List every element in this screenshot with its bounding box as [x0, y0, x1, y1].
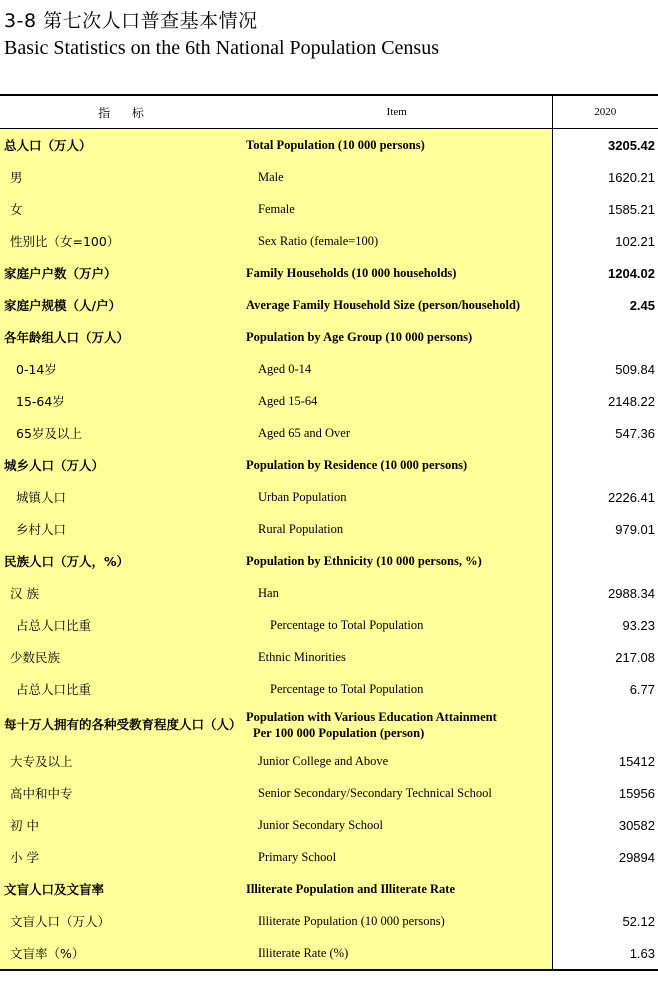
row-label-cn: 民族人口（万人，%）	[0, 545, 242, 577]
row-label-en: Population by Age Group (10 000 persons)	[242, 321, 552, 353]
table-row	[0, 513, 658, 545]
row-label-en: Senior Secondary/Secondary Technical School	[242, 777, 552, 809]
row-value: 1585.21	[552, 193, 658, 225]
row-label-cn: 汉 族	[0, 577, 242, 609]
row-value: 509.84	[552, 353, 658, 385]
row-label-en: Han	[242, 577, 552, 609]
column-header-year: 2020	[552, 95, 658, 129]
table-row	[0, 481, 658, 513]
row-value	[552, 705, 658, 745]
row-value: 2988.34	[552, 577, 658, 609]
row-value: 2226.41	[552, 481, 658, 513]
table-row	[0, 673, 658, 705]
row-label-en: Population by Residence (10 000 persons)	[242, 449, 552, 481]
row-label-cn: 每十万人拥有的各种受教育程度人口（人）	[0, 705, 242, 745]
column-header-indicator: 指 标	[0, 95, 242, 129]
row-label-cn: 占总人口比重	[0, 673, 242, 705]
row-label-en: Aged 65 and Over	[242, 417, 552, 449]
table-row	[0, 449, 658, 481]
row-label-en: Urban Population	[242, 481, 552, 513]
table-row	[0, 545, 658, 577]
row-label-en: Junior College and Above	[242, 745, 552, 777]
row-label-cn: 少数民族	[0, 641, 242, 673]
column-header-item: Item	[242, 95, 552, 129]
table-row	[0, 321, 658, 353]
row-label-en: Sex Ratio (female=100)	[242, 225, 552, 257]
row-label-cn: 性别比（女=100）	[0, 225, 242, 257]
row-label-en: Family Households (10 000 households)	[242, 257, 552, 289]
row-value: 979.01	[552, 513, 658, 545]
row-label-cn: 女	[0, 193, 242, 225]
row-value: 1.63	[552, 937, 658, 970]
row-label-cn: 初 中	[0, 809, 242, 841]
table-row	[0, 577, 658, 609]
table-row	[0, 745, 658, 777]
table-row	[0, 161, 658, 193]
row-value: 102.21	[552, 225, 658, 257]
row-label-en-line1: Population with Various Education Attainment	[246, 710, 497, 724]
row-value: 52.12	[552, 905, 658, 937]
row-label-cn: 0-14岁	[0, 353, 242, 385]
row-label-cn: 乡村人口	[0, 513, 242, 545]
row-value	[552, 545, 658, 577]
row-value: 93.23	[552, 609, 658, 641]
row-label-en: Junior Secondary School	[242, 809, 552, 841]
row-label-en: Percentage to Total Population	[242, 673, 552, 705]
census-table	[0, 94, 658, 971]
row-label-en	[242, 705, 552, 745]
row-label-cn: 占总人口比重	[0, 609, 242, 641]
table-header-row	[0, 95, 658, 129]
row-label-cn: 小 学	[0, 841, 242, 873]
table-row	[0, 257, 658, 289]
table-row	[0, 905, 658, 937]
table-row	[0, 641, 658, 673]
row-value: 15956	[552, 777, 658, 809]
row-value: 1204.02	[552, 257, 658, 289]
row-label-en: Aged 15-64	[242, 385, 552, 417]
row-value: 2.45	[552, 289, 658, 321]
row-label-en: Female	[242, 193, 552, 225]
row-label-en: Rural Population	[242, 513, 552, 545]
row-label-en: Male	[242, 161, 552, 193]
table-row	[0, 705, 658, 745]
row-value: 29894	[552, 841, 658, 873]
row-label-en: Percentage to Total Population	[242, 609, 552, 641]
row-label-cn: 男	[0, 161, 242, 193]
row-label-en: Illiterate Population and Illiterate Rate	[242, 873, 552, 905]
row-label-cn: 城镇人口	[0, 481, 242, 513]
row-label-en: Population by Ethnicity (10 000 persons, %)	[242, 545, 552, 577]
row-label-en: Total Population (10 000 persons)	[242, 129, 552, 162]
row-label-cn: 高中和中专	[0, 777, 242, 809]
row-label-cn: 文盲率（%）	[0, 937, 242, 970]
row-value: 6.77	[552, 673, 658, 705]
table-row	[0, 289, 658, 321]
row-value: 30582	[552, 809, 658, 841]
row-value: 15412	[552, 745, 658, 777]
row-value	[552, 873, 658, 905]
table-row	[0, 385, 658, 417]
table-row	[0, 873, 658, 905]
row-value: 2148.22	[552, 385, 658, 417]
row-label-en: Primary School	[242, 841, 552, 873]
table-row	[0, 417, 658, 449]
row-label-cn: 总人口（万人）	[0, 129, 242, 162]
row-label-en-line2: Per 100 000 Population (person)	[253, 726, 425, 740]
row-label-cn: 大专及以上	[0, 745, 242, 777]
row-label-en: Average Family Household Size (person/household)	[242, 289, 552, 321]
row-label-en: Ethnic Minorities	[242, 641, 552, 673]
row-label-cn: 65岁及以上	[0, 417, 242, 449]
row-label-en: Aged 0-14	[242, 353, 552, 385]
table-row	[0, 609, 658, 641]
table-row	[0, 809, 658, 841]
row-label-cn: 城乡人口（万人）	[0, 449, 242, 481]
row-label-cn: 文盲人口及文盲率	[0, 873, 242, 905]
table-row	[0, 193, 658, 225]
row-label-cn: 文盲人口（万人）	[0, 905, 242, 937]
row-label-en: Illiterate Rate (%)	[242, 937, 552, 970]
row-value	[552, 449, 658, 481]
row-label-cn: 家庭户规模（人/户）	[0, 289, 242, 321]
row-label-cn: 15-64岁	[0, 385, 242, 417]
table-row	[0, 777, 658, 809]
row-value: 547.36	[552, 417, 658, 449]
row-label-cn: 家庭户户数（万户）	[0, 257, 242, 289]
table-row	[0, 841, 658, 873]
page-title-chinese: 3-8 第七次人口普查基本情况	[4, 10, 258, 32]
table-row	[0, 225, 658, 257]
row-value: 1620.21	[552, 161, 658, 193]
table-row	[0, 353, 658, 385]
row-label-en: Illiterate Population (10 000 persons)	[242, 905, 552, 937]
table-row	[0, 937, 658, 970]
row-value: 217.08	[552, 641, 658, 673]
row-label-cn: 各年龄组人口（万人）	[0, 321, 242, 353]
row-value	[552, 321, 658, 353]
row-value: 3205.42	[552, 129, 658, 162]
table-row	[0, 129, 658, 162]
page-title-english: Basic Statistics on the 6th National Population Census	[4, 37, 439, 59]
